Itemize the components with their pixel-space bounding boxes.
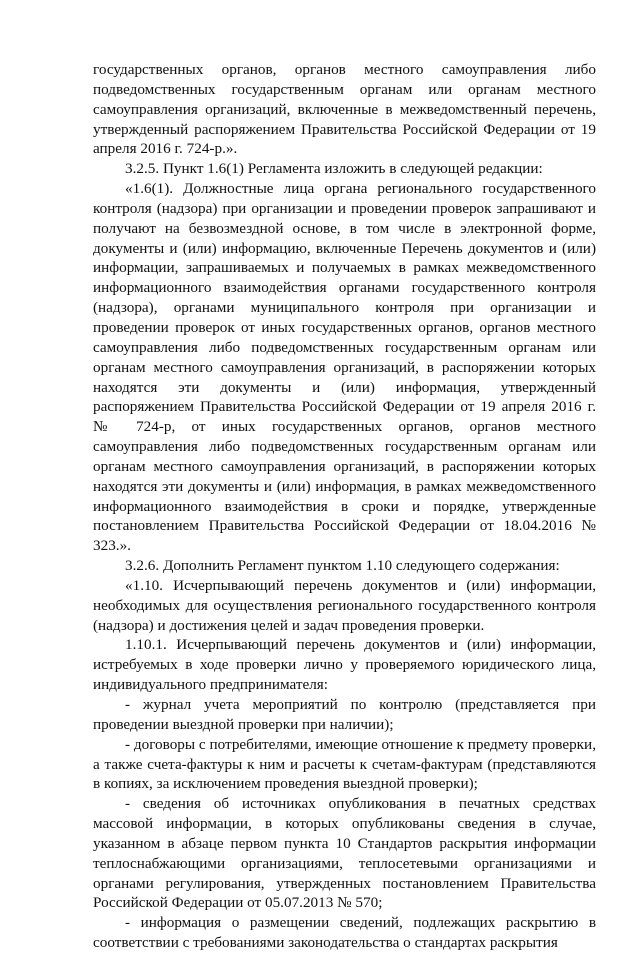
- paragraph-continuation: государственных органов, органов местного самоуправления либо подведомственных государственным органам или органам местного самоуправления организаций, включенные в межведомственный перечень, утвержденный распоряжением Правительства Российской Федерации от 19 апреля 2016 г. 724-р.».: [93, 61, 596, 158]
- paragraph-1-10-1: 1.10.1. Исчерпывающий перечень документов и (или) информации, истребуемых в ходе проверки лично у проверяемого юридического лица, индивидуального предпринимателя:: [93, 636, 596, 694]
- paragraph-3-2-6: 3.2.6. Дополнить Регламент пунктом 1.10 следующего содержания:: [125, 557, 560, 575]
- paragraph-1-10: «1.10. Исчерпывающий перечень документов и (или) информации, необходимых для осуществления регионального государственного контроля (надзора) и достижения целей и задач проведения проверки.: [93, 576, 596, 634]
- paragraph-3-2-5: 3.2.5. Пункт 1.6(1) Регламента изложить в следующей редакции:: [125, 160, 543, 178]
- list-item-journal: - журнал учета мероприятий по контролю (представляется при проведении выездной проверки при наличии);: [93, 696, 596, 733]
- list-item-publication-sources: - сведения об источниках опубликования в печатных средствах массовой информации, в которых опубликованы сведения в случае, указанном в абзаце первом пункта 10 Стандартов раскрытия информации теплоснабжающими организациями, теплосетевыми организациями и органами регулирования, утвержденных постановлением Правительства Российской Федерации от 05.07.2013 № 570;: [93, 795, 596, 912]
- paragraph-1-6-1: «1.6(1). Должностные лица органа регионального государственного контроля (надзора) при организации и проведении проверок запрашивают и получают на безвозмездной основе, в том числе в электронной форме, документы и (или) информацию, включенные Перечень документов и (или) информации, запрашиваемых и получаемых в рамках межведомственного информационного взаимодействия органами государственного контроля (надзора), органами муниципального контроля при организации и проведении проверок от иных государственных органов, органов местного самоуправления либо подведомственных государственным органам или органам местного самоуправления организаций, в распоряжении которых находятся эти документы и (или) информация, утвержденный распоряжением Правительства Российской Федерации от 19 апреля 2016 г. № 724-р, от иных государственных органов, органов местного самоуправления либо подведомственных государственным органам или органам местного самоуправления организаций, в распоряжении которых находятся эти документы и (или) информация, в рамках межведомственного информационного взаимодействия в сроки и порядке, утвержденные постановлением Правительства Российской Федерации от 18.04.2016 № 323.».: [93, 180, 596, 555]
- document-page: [93, 60, 596, 953]
- list-item-disclosure-info: - информация о размещении сведений, подлежащих раскрытию в соответствии с требованиями законодательства о стандартах раскрытия: [93, 914, 596, 952]
- list-item-contracts: - договоры с потребителями, имеющие отношение к предмету проверки, а также счета-фактуры к ним и расчеты к счетам-фактурам (представляются в копиях, за исключением проведения выездной проверки);: [93, 735, 596, 793]
